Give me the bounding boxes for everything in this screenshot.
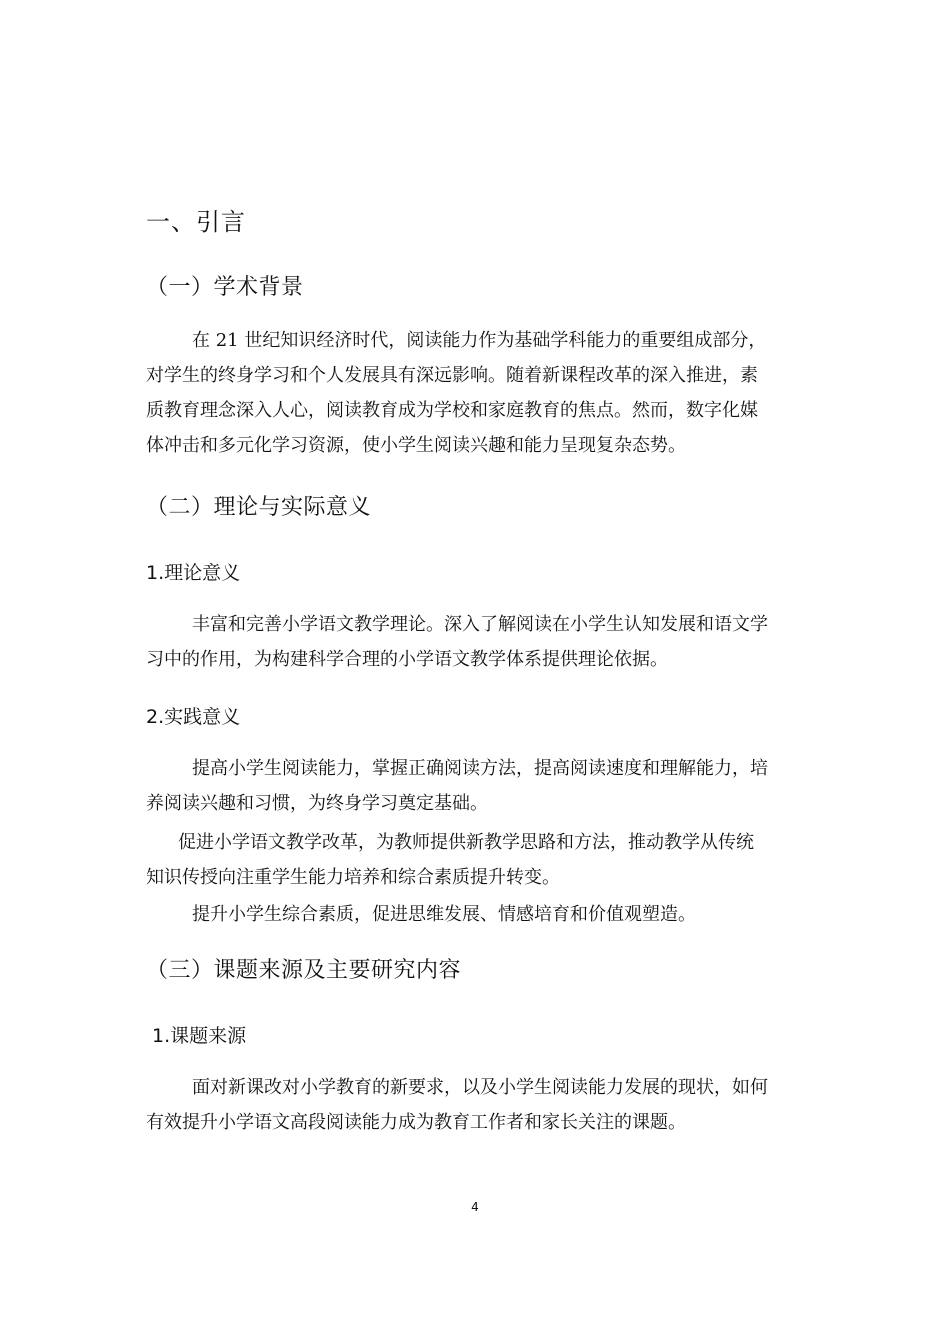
paragraph-line: 质教育理念深入人心，阅读教育成为学校和家庭教育的焦点。然而，数字化媒 bbox=[146, 400, 758, 421]
item-heading-topic-source: 1.课题来源 bbox=[152, 1025, 247, 1047]
item-heading-theoretical: 1.理论意义 bbox=[146, 562, 241, 584]
section-heading-introduction: 一、引言 bbox=[146, 208, 246, 236]
paragraph-line: 有效提升小学语文高段阅读能力成为教育工作者和家长关注的课题。 bbox=[146, 1112, 686, 1133]
paragraph-practical-1 bbox=[146, 751, 806, 821]
page-number: 4 bbox=[471, 1200, 479, 1214]
paragraph-topic-source bbox=[146, 1070, 806, 1140]
paragraph-line: 提升小学生综合素质，促进思维发展、情感培育和价值观塑造。 bbox=[192, 904, 696, 925]
paragraph-academic-background bbox=[146, 323, 806, 463]
paragraph-practical-2 bbox=[146, 825, 806, 895]
subsection-heading-academic-background: （一）学术背景 bbox=[146, 275, 304, 300]
paragraph-line: 提高小学生阅读能力，掌握正确阅读方法，提高阅读速度和理解能力，培 bbox=[192, 758, 768, 779]
subsection-heading-significance: （二）理论与实际意义 bbox=[146, 495, 372, 520]
subsection-heading-topic-source: （三）课题来源及主要研究内容 bbox=[146, 958, 462, 983]
paragraph-line: 习中的作用，为构建科学合理的小学语文教学体系提供理论依据。 bbox=[146, 649, 668, 670]
paragraph-line: 促进小学语文教学改革，为教师提供新教学思路和方法，推动教学从传统 bbox=[178, 832, 754, 853]
paragraph-line: 体冲击和多元化学习资源，使小学生阅读兴趣和能力呈现复杂态势。 bbox=[146, 435, 686, 456]
item-heading-practical: 2.实践意义 bbox=[146, 706, 241, 728]
paragraph-practical-3 bbox=[146, 897, 806, 932]
paragraph-theoretical-significance bbox=[146, 607, 806, 677]
paragraph-line: 对学生的终身学习和个人发展具有深远影响。随着新课程改革的深入推进，素 bbox=[146, 365, 758, 386]
paragraph-line: 丰富和完善小学语文教学理论。深入了解阅读在小学生认知发展和语文学 bbox=[192, 614, 768, 635]
paragraph-line: 在 21 世纪知识经济时代，阅读能力作为基础学科能力的重要组成部分， bbox=[192, 330, 767, 351]
paragraph-line: 知识传授向注重学生能力培养和综合素质提升转变。 bbox=[146, 867, 560, 888]
paragraph-line: 面对新课改对小学教育的新要求，以及小学生阅读能力发展的现状，如何 bbox=[192, 1077, 768, 1098]
paragraph-line: 养阅读兴趣和习惯，为终身学习奠定基础。 bbox=[146, 793, 488, 814]
